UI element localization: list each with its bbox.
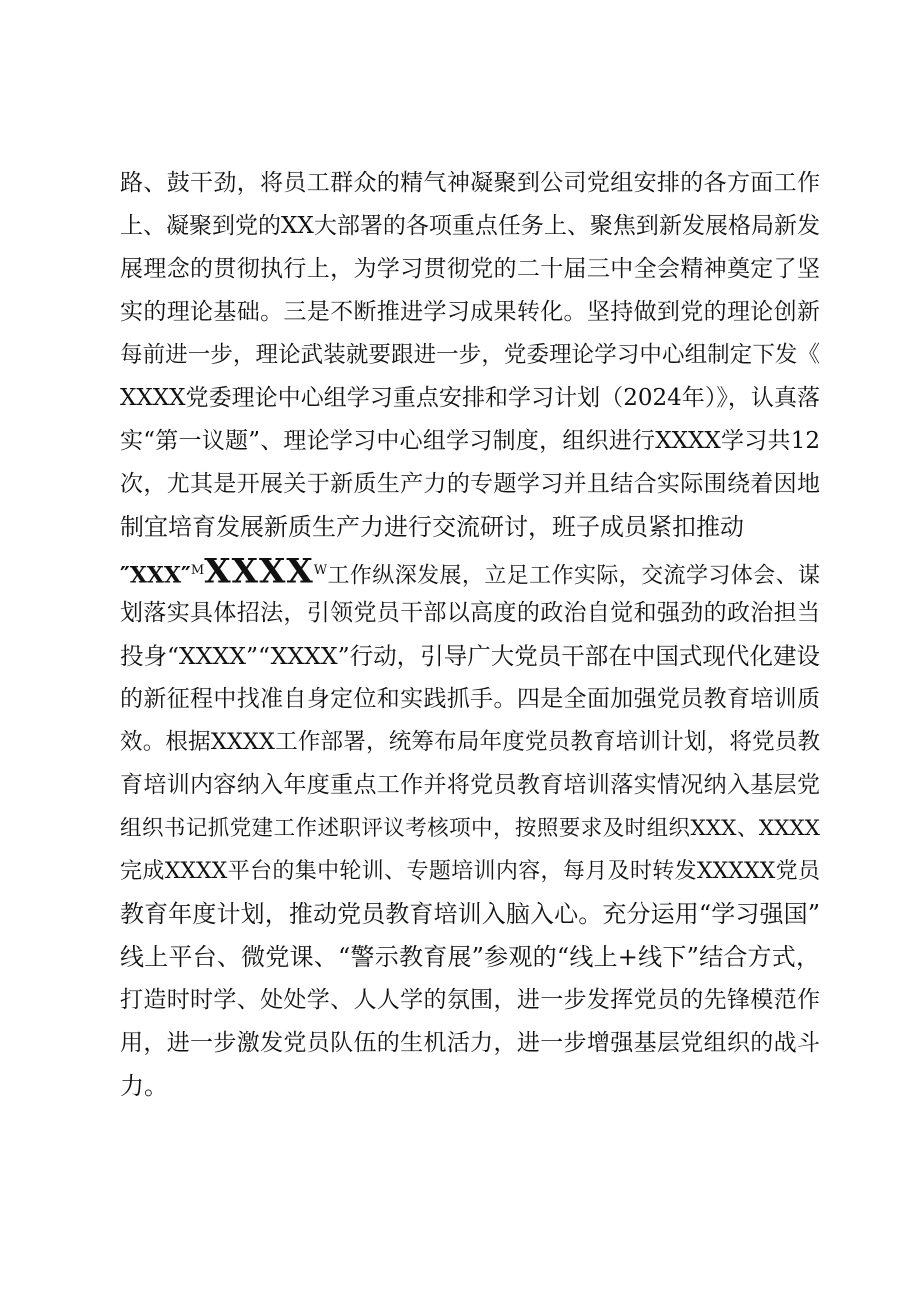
text-line-21: 用，进一步激发党员队伍的生机活力，进一步增强基层党组织的战斗 — [120, 1030, 820, 1056]
text-line-2: 上、凝聚到党的XX大部署的各项重点任务上、聚焦到新发展格局新发 — [120, 213, 820, 239]
text-line-16: 组织书记抓党建工作述职评议考核项中，按照要求及时组织XXX、XXXX — [120, 816, 820, 841]
text-line-13: 的新征程中找准自身定位和实践抓手。四是全面加强党员教育培训质 — [120, 686, 820, 712]
text-line-7: 实“第一议题”、理论学习中心组学习制度，组织进行XXXX学习共12 — [120, 428, 820, 454]
text-line-15: 育培训内容纳入年度重点工作并将党员教育培训落实情况纳入基层党 — [120, 772, 820, 798]
text-line-4: 实的理论基础。三是不断推进学习成果转化。坚持做到党的理论创新 — [120, 299, 820, 325]
body-paragraph — [120, 162, 820, 1108]
text-line-12: 投身“XXXX”“XXXX”行动，引导广大党员干部在中国式现代化建设 — [120, 642, 820, 670]
text-line-9: 制宜培育发展新质生产力进行交流研讨，班子成员紧扣推动 — [120, 513, 744, 541]
quoted-placeholder: ″XXX″ — [120, 562, 191, 589]
text-line-10-special — [120, 549, 820, 592]
text-line-18: 教育年度计划，推动党员教育培训入脑入心。充分运用“学习强国” — [120, 900, 820, 928]
text-line-14: 效。根据XXXX工作部署，统筹布局年度党员教育培训计划，将党员教 — [120, 729, 820, 755]
superscript-right: W — [313, 563, 328, 578]
text-line-20: 打造时时学、处处学、人人学的氛围，进一步发挥党员的先锋模范作 — [120, 987, 820, 1013]
text-line-8: 次，尤其是开展关于新质生产力的专题学习并且结合实际围绕着因地 — [120, 471, 820, 497]
text-line-17: 完成XXXX平台的集中轮训、专题培训内容，每月及时转发XXXXX党员 — [120, 859, 820, 884]
text-line-11: 划落实具体招法，引领党员干部以高度的政治自觉和强劲的政治担当 — [120, 600, 820, 626]
text-line-5: 每前进一步，理论武装就要跟进一步，党委理论学习中心组制定下发《 — [120, 342, 820, 368]
text-line-22: 力。 — [120, 1072, 168, 1100]
special-line-rest: 工作纵深发展，立足工作实际，交流学习体会、谋 — [327, 563, 820, 589]
text-line-19: 线上平台、微党课、“警示教育展”参观的“线上+线下”结合方式， — [120, 943, 820, 971]
text-line-3: 展理念的贯彻执行上，为学习贯彻党的二十届三中全会精神奠定了坚 — [120, 256, 820, 282]
large-placeholder: XXXX — [204, 551, 314, 592]
text-line-1: 路、鼓干劲，将员工群众的精气神凝聚到公司党组安排的各方面工作 — [120, 170, 820, 196]
text-line-6: XXXX党委理论中心组学习重点安排和学习计划（2024年）》，认真落 — [120, 385, 820, 411]
superscript-left: M — [190, 563, 205, 578]
